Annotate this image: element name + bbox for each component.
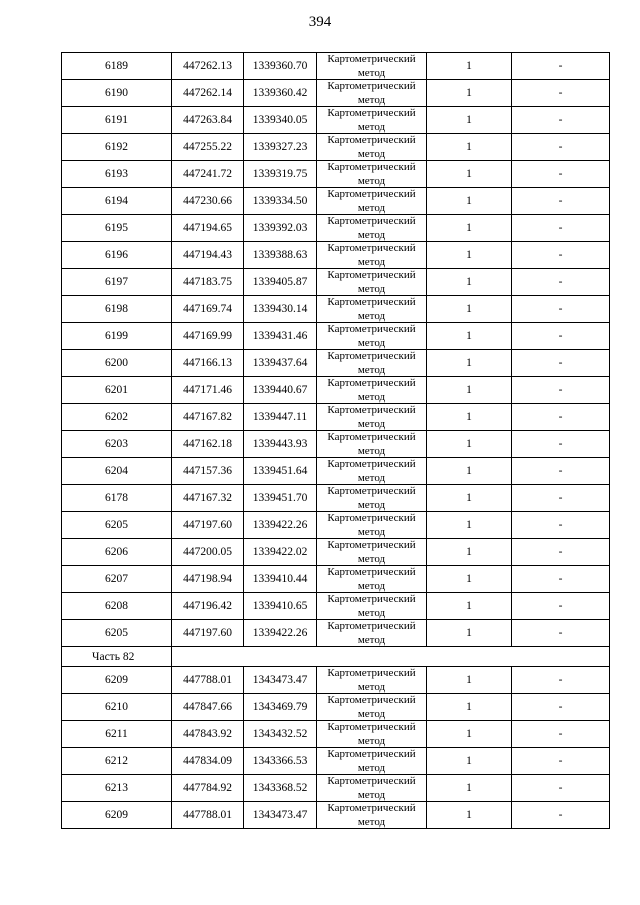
note-cell: - — [512, 539, 610, 566]
accuracy-cell: 1 — [427, 269, 512, 296]
note-cell: - — [512, 188, 610, 215]
y-coordinate-cell: 1343432.52 — [244, 721, 317, 748]
method-line-2: метод — [357, 283, 386, 295]
accuracy-cell: 1 — [427, 350, 512, 377]
accuracy-cell: 1 — [427, 667, 512, 694]
method-line-1: Картометрический — [327, 566, 416, 578]
method-cell — [317, 539, 427, 566]
x-coordinate-cell: 447157.36 — [172, 458, 244, 485]
accuracy-cell: 1 — [427, 134, 512, 161]
table-row — [62, 53, 610, 80]
x-coordinate-cell: 447230.66 — [172, 188, 244, 215]
method-line-1: Картометрический — [327, 748, 416, 760]
table-row — [62, 323, 610, 350]
table-row — [62, 485, 610, 512]
y-coordinate-cell: 1343473.47 — [244, 802, 317, 829]
point-id-cell: 6203 — [62, 431, 172, 458]
method-line-2: метод — [357, 418, 386, 430]
method-line-1: Картометрический — [327, 269, 416, 281]
x-coordinate-cell: 447198.94 — [172, 566, 244, 593]
accuracy-cell: 1 — [427, 161, 512, 188]
method-line-1: Картометрический — [327, 512, 416, 524]
point-id-cell: 6189 — [62, 53, 172, 80]
method-line-2: метод — [357, 789, 386, 801]
method-line-1: Картометрический — [327, 296, 416, 308]
point-id-cell: 6211 — [62, 721, 172, 748]
method-line-2: метод — [357, 634, 386, 646]
y-coordinate-cell: 1339334.50 — [244, 188, 317, 215]
method-line-1: Картометрический — [327, 667, 416, 679]
table-row — [62, 748, 610, 775]
method-line-2: метод — [357, 607, 386, 619]
method-line-1: Картометрический — [327, 377, 416, 389]
method-cell — [317, 215, 427, 242]
x-coordinate-cell: 447194.65 — [172, 215, 244, 242]
y-coordinate-cell: 1339388.63 — [244, 242, 317, 269]
coordinates-table — [61, 52, 610, 829]
page-number: 394 — [308, 14, 332, 30]
table-row — [62, 377, 610, 404]
method-line-1: Картометрический — [327, 80, 416, 92]
method-line-2: метод — [357, 553, 386, 565]
table-row — [62, 458, 610, 485]
method-line-2: метод — [357, 202, 386, 214]
y-coordinate-cell: 1343469.79 — [244, 694, 317, 721]
point-id-cell: 6190 — [62, 80, 172, 107]
method-line-1: Картометрический — [327, 134, 416, 146]
y-coordinate-cell: 1343368.52 — [244, 775, 317, 802]
y-coordinate-cell: 1339360.70 — [244, 53, 317, 80]
method-cell — [317, 242, 427, 269]
method-cell — [317, 775, 427, 802]
x-coordinate-cell: 447255.22 — [172, 134, 244, 161]
x-coordinate-cell: 447197.60 — [172, 620, 244, 647]
accuracy-cell: 1 — [427, 242, 512, 269]
method-line-1: Картометрический — [327, 53, 416, 65]
method-cell — [317, 269, 427, 296]
x-coordinate-cell: 447183.75 — [172, 269, 244, 296]
method-line-1: Картометрический — [327, 620, 416, 632]
method-cell — [317, 323, 427, 350]
method-line-2: метод — [357, 735, 386, 747]
note-cell: - — [512, 296, 610, 323]
x-coordinate-cell: 447200.05 — [172, 539, 244, 566]
y-coordinate-cell: 1339360.42 — [244, 80, 317, 107]
method-cell — [317, 485, 427, 512]
point-id-cell: 6195 — [62, 215, 172, 242]
method-cell — [317, 53, 427, 80]
table-row — [62, 593, 610, 620]
y-coordinate-cell: 1339340.05 — [244, 107, 317, 134]
accuracy-cell: 1 — [427, 323, 512, 350]
note-cell: - — [512, 269, 610, 296]
point-id-cell: 6204 — [62, 458, 172, 485]
accuracy-cell: 1 — [427, 53, 512, 80]
method-cell — [317, 593, 427, 620]
note-cell: - — [512, 667, 610, 694]
accuracy-cell: 1 — [427, 107, 512, 134]
point-id-cell: 6209 — [62, 667, 172, 694]
y-coordinate-cell: 1339451.64 — [244, 458, 317, 485]
y-coordinate-cell: 1339410.44 — [244, 566, 317, 593]
method-line-2: метод — [357, 391, 386, 403]
y-coordinate-cell: 1339443.93 — [244, 431, 317, 458]
point-id-cell: 6208 — [62, 593, 172, 620]
method-line-1: Картометрический — [327, 485, 416, 497]
note-cell: - — [512, 775, 610, 802]
point-id-cell: 6199 — [62, 323, 172, 350]
accuracy-cell: 1 — [427, 566, 512, 593]
note-cell: - — [512, 748, 610, 775]
table-row — [62, 566, 610, 593]
note-cell: - — [512, 323, 610, 350]
note-cell: - — [512, 593, 610, 620]
y-coordinate-cell: 1339447.11 — [244, 404, 317, 431]
point-id-cell: 6205 — [62, 620, 172, 647]
x-coordinate-cell: 447194.43 — [172, 242, 244, 269]
method-cell — [317, 748, 427, 775]
method-line-2: метод — [357, 67, 386, 79]
note-cell: - — [512, 485, 610, 512]
y-coordinate-cell: 1339392.03 — [244, 215, 317, 242]
table-row — [62, 161, 610, 188]
method-cell — [317, 188, 427, 215]
table-row — [62, 721, 610, 748]
point-id-cell: 6194 — [62, 188, 172, 215]
y-coordinate-cell: 1339422.26 — [244, 512, 317, 539]
point-id-cell: 6178 — [62, 485, 172, 512]
method-line-1: Картометрический — [327, 694, 416, 706]
method-line-1: Картометрический — [327, 431, 416, 443]
note-cell: - — [512, 802, 610, 829]
note-cell: - — [512, 80, 610, 107]
method-line-2: метод — [357, 94, 386, 106]
y-coordinate-cell: 1339422.26 — [244, 620, 317, 647]
accuracy-cell: 1 — [427, 404, 512, 431]
x-coordinate-cell: 447788.01 — [172, 802, 244, 829]
y-coordinate-cell: 1339451.70 — [244, 485, 317, 512]
table-row — [62, 512, 610, 539]
table-row — [62, 694, 610, 721]
note-cell: - — [512, 512, 610, 539]
x-coordinate-cell: 447166.13 — [172, 350, 244, 377]
accuracy-cell: 1 — [427, 485, 512, 512]
x-coordinate-cell: 447843.92 — [172, 721, 244, 748]
note-cell: - — [512, 350, 610, 377]
note-cell: - — [512, 53, 610, 80]
method-line-1: Картометрический — [327, 215, 416, 227]
accuracy-cell: 1 — [427, 721, 512, 748]
method-cell — [317, 802, 427, 829]
note-cell: - — [512, 458, 610, 485]
accuracy-cell: 1 — [427, 539, 512, 566]
note-cell: - — [512, 566, 610, 593]
method-line-1: Картометрический — [327, 593, 416, 605]
table-row — [62, 296, 610, 323]
point-id-cell: 6197 — [62, 269, 172, 296]
method-line-1: Картометрический — [327, 350, 416, 362]
method-cell — [317, 134, 427, 161]
note-cell: - — [512, 161, 610, 188]
x-coordinate-cell: 447167.82 — [172, 404, 244, 431]
accuracy-cell: 1 — [427, 215, 512, 242]
method-line-2: метод — [357, 310, 386, 322]
accuracy-cell: 1 — [427, 694, 512, 721]
accuracy-cell: 1 — [427, 377, 512, 404]
y-coordinate-cell: 1339410.65 — [244, 593, 317, 620]
note-cell: - — [512, 107, 610, 134]
method-line-1: Картометрический — [327, 161, 416, 173]
y-coordinate-cell: 1339437.64 — [244, 350, 317, 377]
coordinates-table-body — [62, 53, 610, 829]
method-line-2: метод — [357, 148, 386, 160]
x-coordinate-cell: 447171.46 — [172, 377, 244, 404]
method-cell — [317, 296, 427, 323]
point-id-cell: 6196 — [62, 242, 172, 269]
y-coordinate-cell: 1339440.67 — [244, 377, 317, 404]
point-id-cell: 6191 — [62, 107, 172, 134]
method-cell — [317, 667, 427, 694]
accuracy-cell: 1 — [427, 775, 512, 802]
note-cell: - — [512, 620, 610, 647]
method-line-1: Картометрический — [327, 458, 416, 470]
accuracy-cell: 1 — [427, 802, 512, 829]
method-line-2: метод — [357, 256, 386, 268]
point-id-cell: 6192 — [62, 134, 172, 161]
x-coordinate-cell: 447197.60 — [172, 512, 244, 539]
method-cell — [317, 694, 427, 721]
accuracy-cell: 1 — [427, 620, 512, 647]
accuracy-cell: 1 — [427, 431, 512, 458]
point-id-cell: 6213 — [62, 775, 172, 802]
method-line-2: метод — [357, 445, 386, 457]
table-row — [62, 802, 610, 829]
method-line-2: метод — [357, 816, 386, 828]
part-label: Часть 82 — [62, 647, 172, 667]
table-row — [62, 269, 610, 296]
part-header-row — [62, 647, 610, 667]
method-cell — [317, 161, 427, 188]
method-cell — [317, 566, 427, 593]
method-line-1: Картометрический — [327, 802, 416, 814]
x-coordinate-cell: 447262.13 — [172, 53, 244, 80]
method-cell — [317, 377, 427, 404]
y-coordinate-cell: 1339327.23 — [244, 134, 317, 161]
y-coordinate-cell: 1339431.46 — [244, 323, 317, 350]
accuracy-cell: 1 — [427, 748, 512, 775]
method-line-2: метод — [357, 364, 386, 376]
method-line-1: Картометрический — [327, 107, 416, 119]
point-id-cell: 6200 — [62, 350, 172, 377]
method-line-2: метод — [357, 337, 386, 349]
method-line-1: Картометрический — [327, 404, 416, 416]
note-cell: - — [512, 431, 610, 458]
accuracy-cell: 1 — [427, 458, 512, 485]
accuracy-cell: 1 — [427, 593, 512, 620]
method-cell — [317, 350, 427, 377]
method-line-2: метод — [357, 580, 386, 592]
table-row — [62, 539, 610, 566]
method-line-2: метод — [357, 121, 386, 133]
point-id-cell: 6210 — [62, 694, 172, 721]
point-id-cell: 6209 — [62, 802, 172, 829]
y-coordinate-cell: 1343366.53 — [244, 748, 317, 775]
table-row — [62, 620, 610, 647]
x-coordinate-cell: 447834.09 — [172, 748, 244, 775]
point-id-cell: 6201 — [62, 377, 172, 404]
table-row — [62, 242, 610, 269]
y-coordinate-cell: 1339422.02 — [244, 539, 317, 566]
x-coordinate-cell: 447847.66 — [172, 694, 244, 721]
method-cell — [317, 431, 427, 458]
method-cell — [317, 620, 427, 647]
table-row — [62, 188, 610, 215]
part-empty-cell — [172, 647, 610, 667]
point-id-cell: 6205 — [62, 512, 172, 539]
x-coordinate-cell: 447169.99 — [172, 323, 244, 350]
point-id-cell: 6207 — [62, 566, 172, 593]
method-cell — [317, 458, 427, 485]
method-line-1: Картометрический — [327, 242, 416, 254]
method-line-2: метод — [357, 708, 386, 720]
method-line-2: метод — [357, 229, 386, 241]
method-line-2: метод — [357, 472, 386, 484]
accuracy-cell: 1 — [427, 296, 512, 323]
point-id-cell: 6206 — [62, 539, 172, 566]
method-cell — [317, 512, 427, 539]
point-id-cell: 6193 — [62, 161, 172, 188]
accuracy-cell: 1 — [427, 512, 512, 539]
table-row — [62, 215, 610, 242]
method-line-2: метод — [357, 681, 386, 693]
note-cell: - — [512, 404, 610, 431]
method-line-2: метод — [357, 762, 386, 774]
table-row — [62, 667, 610, 694]
table-row — [62, 134, 610, 161]
note-cell: - — [512, 134, 610, 161]
method-cell — [317, 721, 427, 748]
method-line-1: Картометрический — [327, 539, 416, 551]
method-line-1: Картометрический — [327, 188, 416, 200]
x-coordinate-cell: 447784.92 — [172, 775, 244, 802]
y-coordinate-cell: 1343473.47 — [244, 667, 317, 694]
method-line-2: метод — [357, 175, 386, 187]
x-coordinate-cell: 447241.72 — [172, 161, 244, 188]
method-line-2: метод — [357, 499, 386, 511]
accuracy-cell: 1 — [427, 80, 512, 107]
x-coordinate-cell: 447169.74 — [172, 296, 244, 323]
y-coordinate-cell: 1339430.14 — [244, 296, 317, 323]
table-row — [62, 431, 610, 458]
note-cell: - — [512, 694, 610, 721]
table-row — [62, 107, 610, 134]
table-row — [62, 80, 610, 107]
method-cell — [317, 107, 427, 134]
note-cell: - — [512, 377, 610, 404]
table-row — [62, 350, 610, 377]
x-coordinate-cell: 447263.84 — [172, 107, 244, 134]
table-row — [62, 775, 610, 802]
point-id-cell: 6198 — [62, 296, 172, 323]
x-coordinate-cell: 447788.01 — [172, 667, 244, 694]
y-coordinate-cell: 1339319.75 — [244, 161, 317, 188]
note-cell: - — [512, 215, 610, 242]
method-cell — [317, 80, 427, 107]
point-id-cell: 6202 — [62, 404, 172, 431]
x-coordinate-cell: 447162.18 — [172, 431, 244, 458]
method-line-2: метод — [357, 526, 386, 538]
point-id-cell: 6212 — [62, 748, 172, 775]
x-coordinate-cell: 447262.14 — [172, 80, 244, 107]
x-coordinate-cell: 447196.42 — [172, 593, 244, 620]
method-cell — [317, 404, 427, 431]
accuracy-cell: 1 — [427, 188, 512, 215]
method-line-1: Картометрический — [327, 721, 416, 733]
table-row — [62, 404, 610, 431]
x-coordinate-cell: 447167.32 — [172, 485, 244, 512]
y-coordinate-cell: 1339405.87 — [244, 269, 317, 296]
method-line-1: Картометрический — [327, 323, 416, 335]
method-line-1: Картометрический — [327, 775, 416, 787]
note-cell: - — [512, 242, 610, 269]
note-cell: - — [512, 721, 610, 748]
